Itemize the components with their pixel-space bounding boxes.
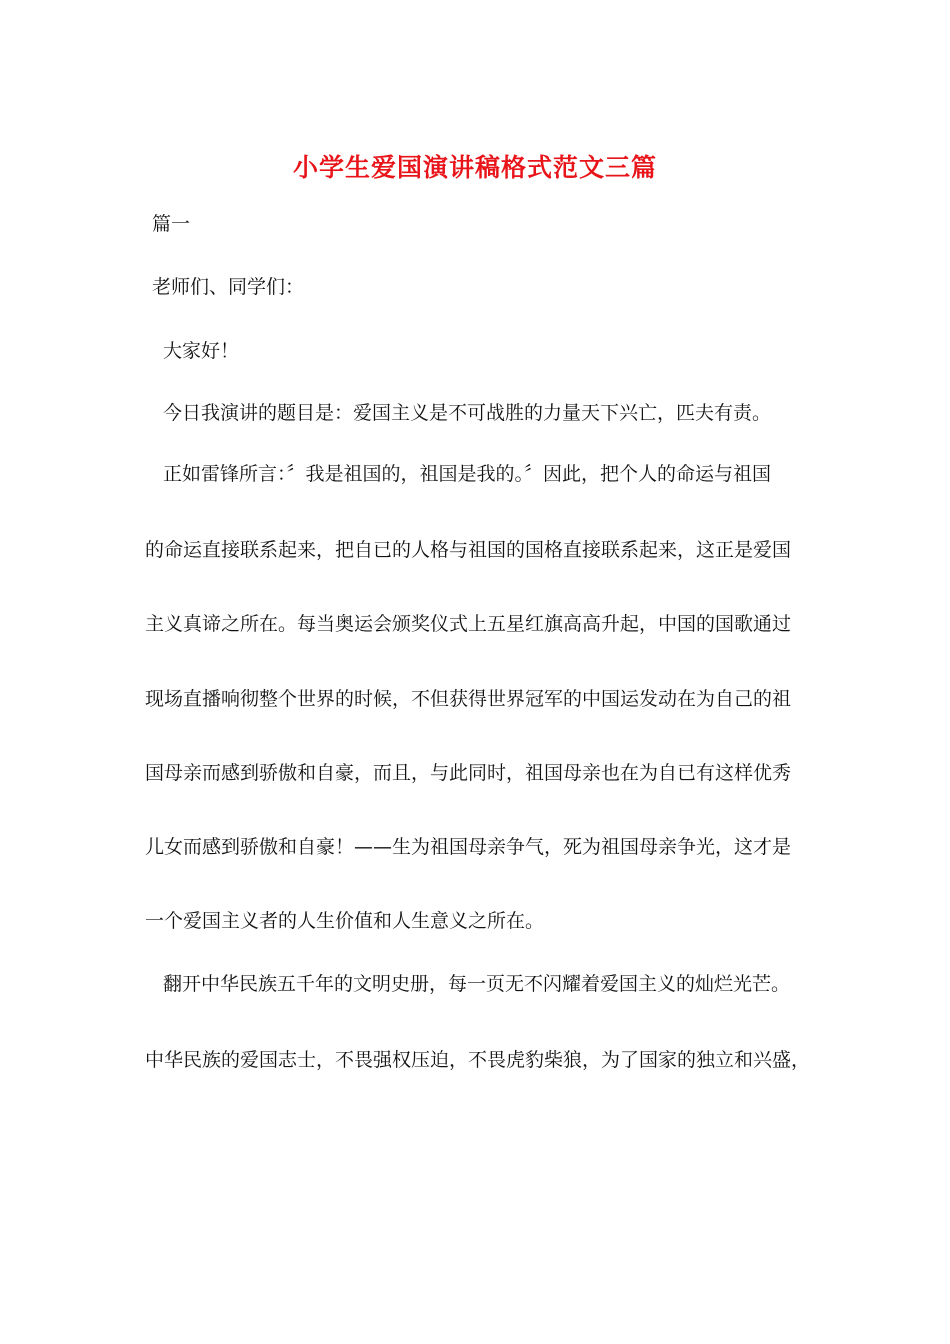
paragraph-line: 主义真谛之所在。每当奥运会颁奖仪式上五星红旗高高升起，中国的国歌通过 bbox=[145, 613, 792, 635]
paragraph-line: 今日我演讲的题目是：爱国主义是不可战胜的力量天下兴亡，匹夫有责。 bbox=[163, 402, 772, 424]
paragraph-line: 的命运直接联系起来，把自已的人格与祖国的国格直接联系起来，这正是爱国 bbox=[145, 539, 792, 561]
paragraph-line: 正如雷锋所言：〞我是祖国的，祖国是我的。〞因此，把个人的命运与祖国 bbox=[163, 463, 772, 485]
document-title: 小学生爱国演讲稿格式范文三篇 bbox=[292, 153, 657, 182]
section-heading: 篇一 bbox=[152, 213, 191, 235]
salutation: 老师们、同学们： bbox=[152, 276, 305, 298]
paragraph-line: 中华民族的爱国志士，不畏强权压迫，不畏虎豹柴狼，为了国家的独立和兴盛， bbox=[145, 1049, 811, 1071]
paragraph-line: 一个爱国主义者的人生价值和人生意义之所在。 bbox=[145, 910, 545, 932]
paragraph-line: 翻开中华民族五千年的文明史册，每一页无不闪耀着爱国主义的灿烂光芒。 bbox=[163, 973, 791, 995]
paragraph-line: 现场直播响彻整个世界的时候，不但获得世界冠军的中国运发动在为自己的祖 bbox=[145, 688, 792, 710]
greeting: 大家好！ bbox=[163, 340, 240, 362]
paragraph-line: 儿女而感到骄傲和自豪！——生为祖国母亲争气，死为祖国母亲争光，这才是 bbox=[145, 836, 792, 858]
paragraph-line: 国母亲而感到骄傲和自豪，而且，与此同时，祖国母亲也在为自已有这样优秀 bbox=[145, 762, 792, 784]
